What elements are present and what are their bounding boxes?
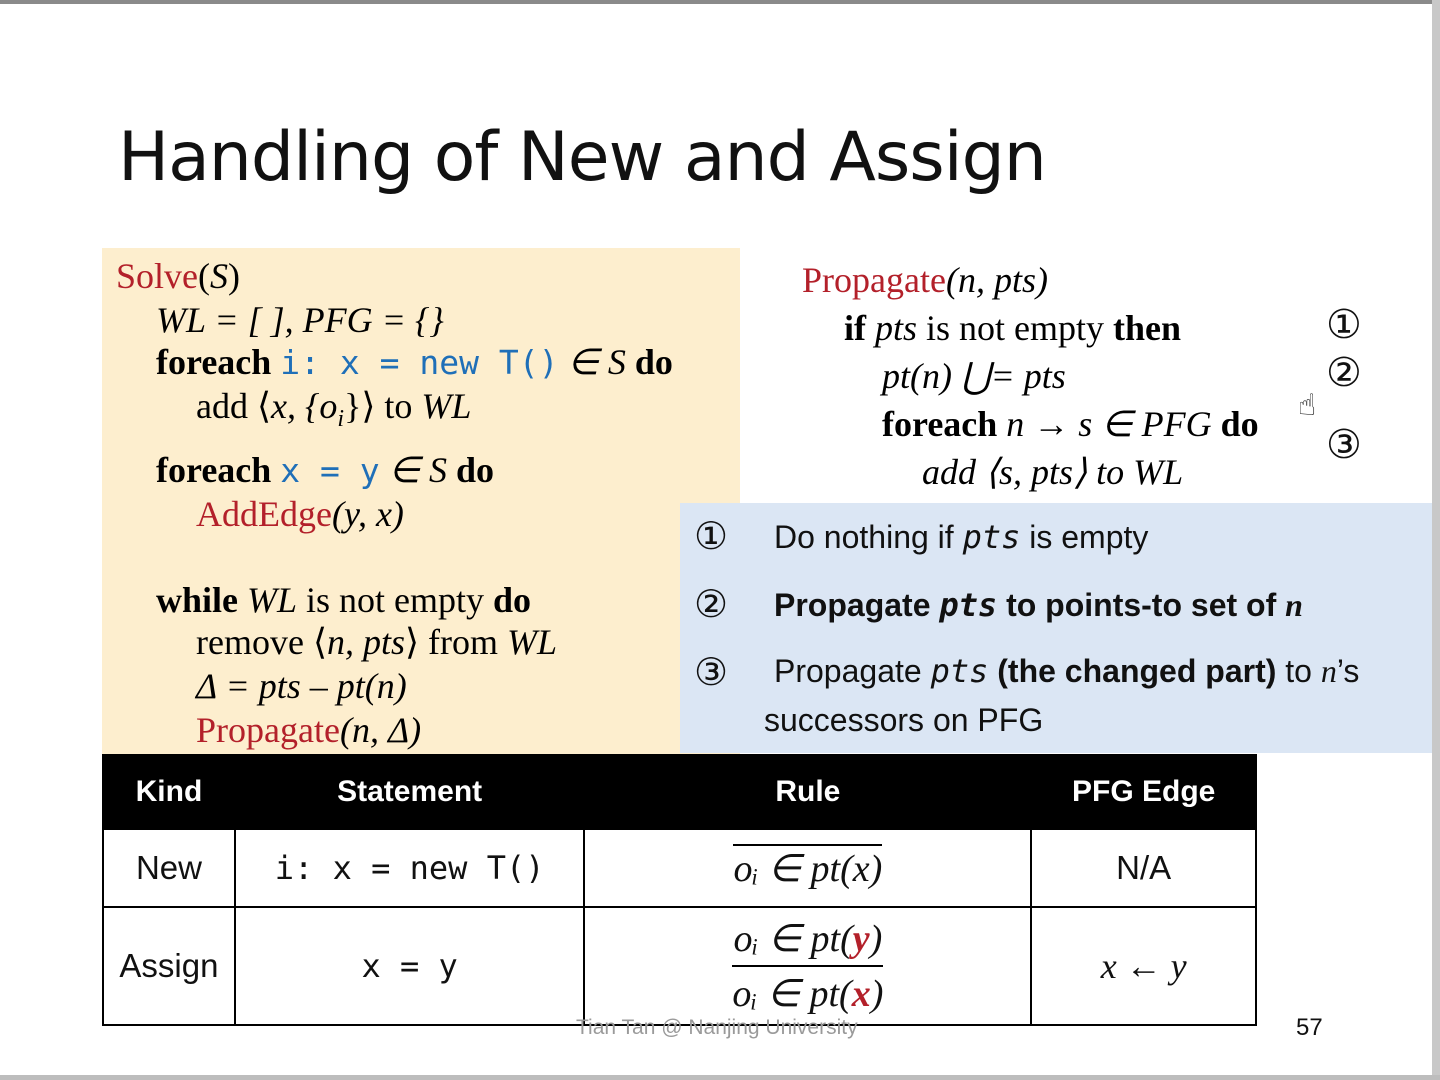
foreach-keyword: foreach [156, 342, 272, 382]
propagate-call-args: (n, Δ) [339, 710, 422, 750]
addedge-args: (y, x) [331, 494, 404, 534]
slide-footer: Tian Tan @ Nanjing University [576, 1016, 858, 1039]
conclusion-var: x [851, 973, 871, 1015]
remove-args: n, pts [327, 622, 406, 662]
rules-table [102, 754, 1257, 1026]
header-pfg-edge: PFG Edge [1031, 755, 1256, 829]
window-bottom-border [0, 1075, 1440, 1080]
assign-statement: x = y [280, 451, 380, 490]
do-keyword-3: do [493, 580, 532, 620]
add-mid: , {o [287, 386, 338, 426]
note-2 [774, 586, 1303, 624]
note-1 [774, 518, 1148, 556]
row-new-kind: New [103, 829, 235, 907]
hand-cursor-icon: ☝ [1298, 388, 1317, 423]
row-new-rule [584, 829, 1031, 907]
solve-remove-line [196, 624, 557, 660]
premise-pre: oᵢ ∈ pt( [733, 918, 853, 960]
add-pre: add ⟨ [196, 386, 272, 426]
propagate-add-line: add ⟨s, pts⟩ to WL [922, 452, 1184, 492]
note-1-pre: Do nothing if [774, 519, 954, 555]
premise-close: ) [869, 918, 883, 960]
row-assign-statement: x = y [235, 907, 584, 1025]
solve-delta-line: Δ = pts – pt(n) [196, 666, 407, 706]
marker-2: ② [1326, 350, 1362, 396]
if-keyword: if [844, 308, 866, 348]
propagate-foreach-keyword: foreach [882, 404, 998, 444]
note-1-em: pts [962, 518, 1021, 556]
window-top-border [0, 0, 1440, 4]
if-pts: pts [875, 308, 918, 348]
new-statement: i: x = new T() [280, 343, 559, 382]
window-right-border [1432, 0, 1440, 1080]
header-rule: Rule [584, 755, 1031, 829]
propagate-union-line: pt(n) ⋃= pts [882, 356, 1066, 396]
row-new-edge: N/A [1031, 829, 1256, 907]
header-statement: Statement [235, 755, 584, 829]
solve-while-line [156, 582, 531, 618]
inference-line [732, 965, 883, 967]
add-wl: WL [421, 386, 472, 426]
assign-rule-conclusion [732, 973, 883, 1015]
propagate-args: (n, pts) [945, 260, 1048, 300]
marker-1: ① [1326, 302, 1362, 348]
do-keyword-2: do [456, 450, 495, 490]
in-S: ∈ S [567, 342, 626, 382]
solve-param: S [210, 256, 229, 296]
propagate-call-name: Propagate [196, 710, 340, 750]
slide-title: Handling of New and Assign [118, 118, 1046, 197]
note-3-em2: n [1320, 653, 1337, 689]
solve-name: Solve [116, 256, 199, 296]
new-rule-conclusion: oᵢ ∈ pt(x) [733, 844, 882, 890]
conclusion-pre: oᵢ ∈ pt( [732, 973, 852, 1015]
note-1-marker: ① [694, 514, 729, 558]
propagate-if-line [844, 310, 1181, 346]
table-header-row [103, 755, 1256, 829]
while-keyword: while [156, 580, 239, 620]
header-kind: Kind [103, 755, 235, 829]
note-3-post: ’s [1336, 653, 1360, 689]
while-rest: is not empty [306, 580, 485, 620]
propagate-do-keyword: do [1220, 404, 1259, 444]
marker-3: ③ [1326, 422, 1362, 468]
note-3-paren: (the changed part) [997, 653, 1277, 689]
solve-addedge-line [196, 496, 404, 532]
add-x: x [271, 386, 288, 426]
propagate-foreach-line [882, 406, 1259, 442]
add-sub: i [337, 406, 345, 433]
note-2-em: pts [939, 586, 998, 624]
propagate-edge: n → s ∈ PFG [1006, 404, 1212, 444]
assign-rule-premise [733, 918, 882, 960]
solve-signature: Solve(S) [116, 256, 241, 296]
note-3-marker: ③ [694, 650, 729, 694]
if-rest: is not empty [926, 308, 1105, 348]
propagate-name: Propagate [802, 260, 946, 300]
propagate-signature [802, 262, 1048, 298]
remove-post: ⟩ from [405, 622, 499, 662]
solve-foreach-assign [156, 452, 494, 488]
table-row [103, 907, 1256, 1025]
note-2-pre: Propagate [774, 587, 931, 623]
note-2-mid: to points-to set of [1006, 587, 1277, 623]
solve-add-line [196, 388, 471, 431]
in-S-2: ∈ S [388, 450, 447, 490]
note-3-mid: to [1285, 653, 1312, 689]
while-cond: WL [247, 580, 298, 620]
row-assign-rule [584, 907, 1031, 1025]
then-keyword: then [1113, 308, 1182, 348]
note-2-marker: ② [694, 582, 729, 626]
do-keyword: do [634, 342, 673, 382]
addedge-name: AddEdge [196, 494, 332, 534]
conclusion-close: ) [870, 973, 884, 1015]
page-number: 57 [1296, 1014, 1323, 1041]
row-new-statement: i: x = new T() [235, 829, 584, 907]
solve-propagate-line [196, 712, 421, 748]
remove-pre: remove ⟨ [196, 622, 327, 662]
note-3-pre: Propagate [774, 653, 922, 689]
note-3 [774, 652, 1359, 690]
note-1-post: is empty [1029, 519, 1149, 555]
note-3-em: pts [930, 652, 989, 690]
row-assign-kind: Assign [103, 907, 235, 1025]
table-row [103, 829, 1256, 907]
add-post: }⟩ to [344, 386, 413, 426]
remove-wl: WL [507, 622, 558, 662]
note-3-line2: successors on PFG [764, 702, 1044, 738]
foreach-keyword-2: foreach [156, 450, 272, 490]
note-2-em2: n [1285, 587, 1303, 623]
row-assign-edge: x ← y [1031, 907, 1256, 1025]
premise-var: y [852, 918, 870, 960]
solve-init: WL = [ ], PFG = {} [156, 300, 444, 340]
solve-foreach-new [156, 344, 673, 380]
